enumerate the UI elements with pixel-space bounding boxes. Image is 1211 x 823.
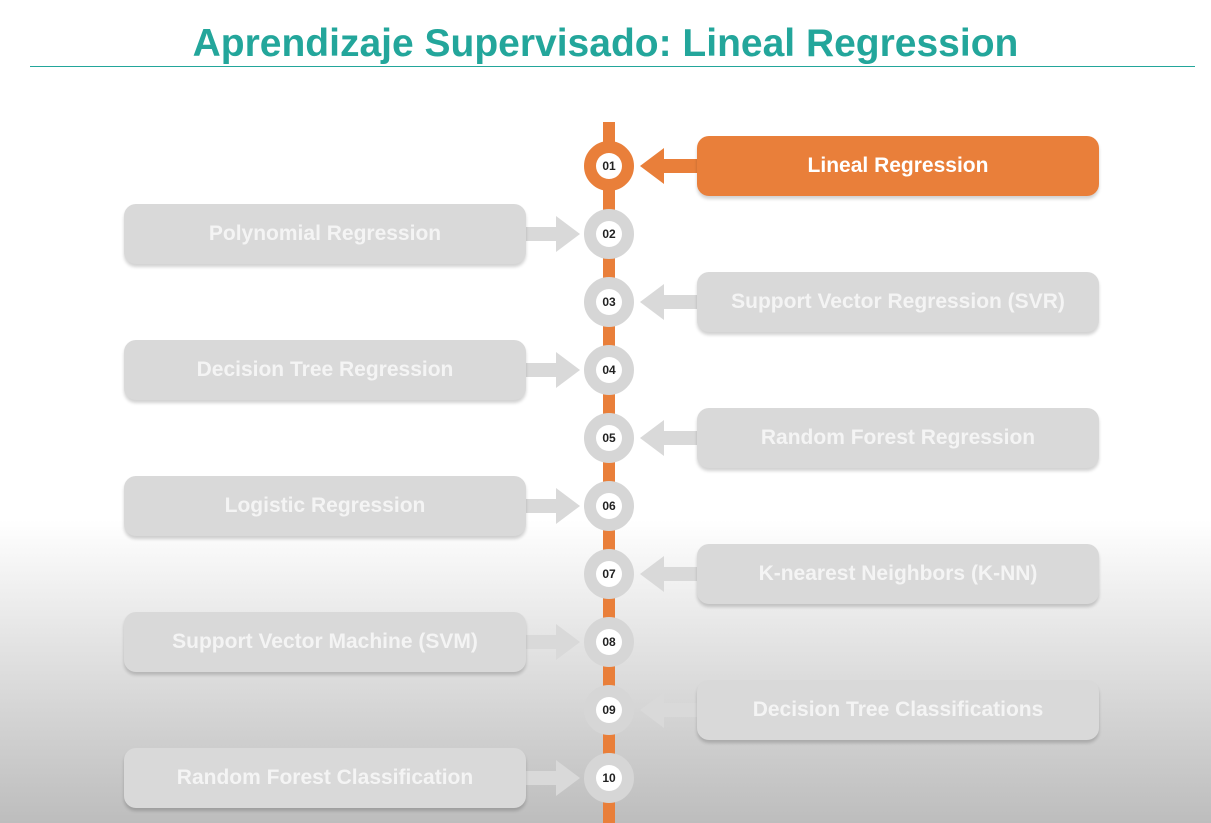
step-number: 07	[596, 561, 622, 587]
step-node-09	[584, 685, 634, 735]
connector-arrow-icon	[524, 486, 584, 526]
step-label: K-nearest Neighbors (K-NN)	[758, 562, 1038, 585]
step-box-10[interactable]	[124, 748, 526, 808]
arrow-shape	[640, 556, 698, 592]
step-label: Random Forest Regression	[760, 426, 1036, 449]
step-box-08[interactable]	[124, 612, 526, 672]
arrow-shape	[524, 488, 580, 524]
step-node-03	[584, 277, 634, 327]
arrow-shape	[640, 420, 698, 456]
step-number: 08	[596, 629, 622, 655]
step-box-02[interactable]	[124, 204, 526, 264]
arrow-shape	[524, 760, 580, 796]
connector-arrow-icon	[638, 554, 698, 594]
step-node-04	[584, 345, 634, 395]
arrow-shape	[640, 148, 698, 184]
connector-arrow-icon	[638, 690, 698, 730]
step-number: 02	[596, 221, 622, 247]
step-box-06[interactable]	[124, 476, 526, 536]
step-number: 04	[596, 357, 622, 383]
title-divider	[30, 66, 1195, 67]
connector-arrow-icon	[638, 146, 698, 186]
connector-arrow-icon	[638, 282, 698, 322]
step-number: 03	[596, 289, 622, 315]
step-node-07	[584, 549, 634, 599]
page-title: Aprendizaje Supervisado: Lineal Regression	[192, 22, 1019, 65]
step-number: 10	[596, 765, 622, 791]
arrow-shape	[524, 352, 580, 388]
step-box-04[interactable]	[124, 340, 526, 400]
connector-arrow-icon	[638, 418, 698, 458]
step-box-07[interactable]	[697, 544, 1099, 604]
step-number: 01	[596, 153, 622, 179]
connector-arrow-icon	[524, 758, 584, 798]
step-box-01[interactable]	[697, 136, 1099, 196]
step-number: 05	[596, 425, 622, 451]
step-label: Polynomial Regression	[208, 222, 442, 245]
step-label: Support Vector Regression (SVR)	[731, 290, 1065, 313]
step-node-05	[584, 413, 634, 463]
arrow-shape	[524, 624, 580, 660]
arrow-shape	[640, 284, 698, 320]
connector-arrow-icon	[524, 622, 584, 662]
step-node-02	[584, 209, 634, 259]
step-box-05[interactable]	[697, 408, 1099, 468]
connector-arrow-icon	[524, 214, 584, 254]
step-label: Decision Tree Classifications	[752, 698, 1044, 721]
arrow-shape	[640, 692, 698, 728]
step-label: Support Vector Machine (SVM)	[172, 630, 478, 653]
step-label: Lineal Regression	[807, 154, 989, 177]
step-box-09[interactable]	[697, 680, 1099, 740]
step-box-03[interactable]	[697, 272, 1099, 332]
step-node-01	[584, 141, 634, 191]
step-number: 06	[596, 493, 622, 519]
step-node-10	[584, 753, 634, 803]
step-node-08	[584, 617, 634, 667]
arrow-shape	[524, 216, 580, 252]
step-label: Logistic Regression	[224, 494, 426, 517]
connector-arrow-icon	[524, 350, 584, 390]
step-label: Random Forest Classification	[176, 766, 474, 789]
step-node-06	[584, 481, 634, 531]
step-label: Decision Tree Regression	[196, 358, 454, 381]
step-number: 09	[596, 697, 622, 723]
